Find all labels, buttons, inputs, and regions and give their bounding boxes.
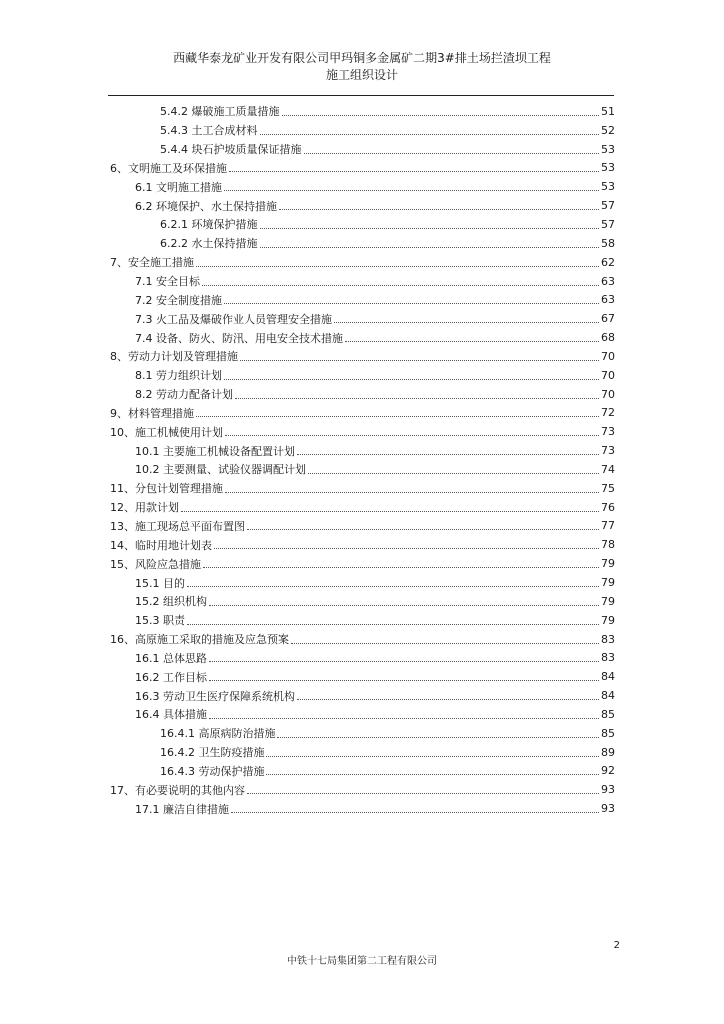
toc-dot-leader <box>187 624 599 625</box>
toc-entry-page: 57 <box>601 217 615 231</box>
toc-entry-page: 77 <box>601 519 615 533</box>
toc-dot-leader <box>279 209 599 210</box>
toc-entry[interactable] <box>110 460 615 479</box>
toc-entry-label: 7、安全施工措施 <box>110 256 194 270</box>
toc-entry[interactable] <box>110 385 615 404</box>
toc-entry-page: 76 <box>601 500 615 514</box>
toc-entry-label: 15、风险应急措施 <box>110 557 201 571</box>
toc-dot-leader <box>203 567 599 568</box>
toc-entry-page: 70 <box>601 368 615 382</box>
toc-dot-leader <box>181 511 599 512</box>
toc-entry-page: 79 <box>601 576 615 590</box>
toc-dot-leader <box>224 190 599 191</box>
toc-entry-label: 7.4 设备、防火、防汛、用电安全技术措施 <box>135 331 343 345</box>
toc-entry[interactable] <box>110 611 615 630</box>
toc-entry[interactable] <box>110 648 615 667</box>
toc-entry[interactable] <box>110 159 615 178</box>
toc-entry-page: 79 <box>601 613 615 627</box>
page-header <box>0 50 724 84</box>
toc-entry-label: 8、劳动力计划及管理措施 <box>110 350 238 364</box>
toc-dot-leader <box>235 398 599 399</box>
toc-entry-label: 6.2.1 环境保护措施 <box>160 218 258 232</box>
toc-entry-page: 79 <box>601 557 615 571</box>
page-footer: 中铁十七局集团第二工程有限公司 <box>287 956 437 967</box>
toc-entry-page: 84 <box>601 689 615 703</box>
toc-entry-label: 7.3 火工品及爆破作业人员管理安全措施 <box>135 312 332 326</box>
toc-entry-page: 93 <box>601 783 615 797</box>
toc-entry-page: 67 <box>601 312 615 326</box>
toc-dot-leader <box>231 812 599 813</box>
toc-dot-leader <box>282 115 600 116</box>
toc-entry[interactable] <box>110 328 615 347</box>
toc-dot-leader <box>209 680 599 681</box>
toc-entry-label: 5.4.4 块石护坡质量保证措施 <box>160 143 302 157</box>
toc-entry-label: 15.1 目的 <box>135 576 185 590</box>
toc-entry-label: 16.2 工作目标 <box>135 670 207 684</box>
toc-dot-leader <box>196 266 599 267</box>
toc-entry-page: 85 <box>601 726 615 740</box>
toc-entry-page: 51 <box>601 104 615 118</box>
toc-entry-page: 63 <box>601 293 615 307</box>
toc-entry-label: 17、有必要说明的其他内容 <box>110 783 245 797</box>
toc-entry-label: 16.3 劳动卫生医疗保障系统机构 <box>135 689 295 703</box>
toc-entry-label: 16.4.2 卫生防疫措施 <box>160 746 265 760</box>
toc-entry-page: 79 <box>601 594 615 608</box>
toc-entry[interactable] <box>110 177 615 196</box>
toc-entry-label: 6.2.2 水土保持措施 <box>160 237 258 251</box>
toc-dot-leader <box>304 153 600 154</box>
toc-dot-leader <box>225 492 599 493</box>
toc-entry-label: 12、用款计划 <box>110 501 179 515</box>
toc-entry[interactable] <box>110 554 615 573</box>
toc-entry[interactable] <box>110 404 615 423</box>
toc-dot-leader <box>224 303 599 304</box>
toc-entry[interactable] <box>110 309 615 328</box>
toc-entry-page: 85 <box>601 707 615 721</box>
toc-entry-page: 73 <box>601 425 615 439</box>
toc-entry-page: 70 <box>601 387 615 401</box>
toc-dot-leader <box>260 228 600 229</box>
toc-entry-page: 84 <box>601 670 615 684</box>
toc-dot-leader <box>297 699 599 700</box>
toc-entry[interactable] <box>110 592 615 611</box>
toc-dot-leader <box>260 134 600 135</box>
toc-dot-leader <box>266 774 599 775</box>
toc-entry[interactable] <box>110 724 615 743</box>
toc-entry-page: 52 <box>601 123 615 137</box>
toc-dot-leader <box>260 247 600 248</box>
toc-entry[interactable] <box>110 347 615 366</box>
toc-entry-label: 6.2 环境保护、水土保持措施 <box>135 199 277 213</box>
page-number: 2 <box>613 940 620 951</box>
toc-entry-page: 74 <box>601 462 615 476</box>
toc-entry-label: 11、分包计划管理措施 <box>110 482 223 496</box>
toc-entry-label: 16.4.3 劳动保护措施 <box>160 764 265 778</box>
toc-entry[interactable] <box>110 234 615 253</box>
toc-entry-label: 6.1 文明施工措施 <box>135 180 222 194</box>
toc-entry[interactable] <box>110 498 615 517</box>
toc-entry[interactable] <box>110 780 615 799</box>
toc-dot-leader <box>209 661 599 662</box>
toc-entry[interactable] <box>110 517 615 536</box>
toc-entry[interactable] <box>110 686 615 705</box>
toc-entry-label: 16.4.1 高原病防治措施 <box>160 727 276 741</box>
toc-entry-label: 10.2 主要测量、试验仪器调配计划 <box>135 463 306 477</box>
header-document-title: 施工组织设计 <box>325 68 398 82</box>
toc-dot-leader <box>214 548 599 549</box>
toc-dot-leader <box>297 454 599 455</box>
toc-entry-label: 15.3 职责 <box>135 614 185 628</box>
toc-entry-label: 7.1 安全目标 <box>135 275 200 289</box>
toc-entry-label: 15.2 组织机构 <box>135 595 207 609</box>
toc-dot-leader <box>229 171 599 172</box>
toc-entry-page: 78 <box>601 538 615 552</box>
toc-entry-label: 17.1 廉洁自律措施 <box>135 802 229 816</box>
toc-entry[interactable] <box>110 667 615 686</box>
toc-dot-leader <box>202 285 599 286</box>
toc-entry[interactable] <box>110 799 615 818</box>
toc-entry-label: 14、临时用地计划表 <box>110 538 212 552</box>
toc-entry[interactable] <box>110 573 615 592</box>
toc-dot-leader <box>247 793 599 794</box>
toc-entry-page: 83 <box>601 632 615 646</box>
toc-dot-leader <box>209 718 599 719</box>
toc-dot-leader <box>240 360 599 361</box>
toc-entry[interactable] <box>110 366 615 385</box>
toc-dot-leader <box>247 529 599 530</box>
toc-entry-page: 63 <box>601 274 615 288</box>
toc-entry-label: 9、材料管理措施 <box>110 406 194 420</box>
toc-entry[interactable] <box>110 272 615 291</box>
toc-entry-page: 92 <box>601 764 615 778</box>
toc-entry[interactable] <box>110 140 615 159</box>
toc-entry[interactable] <box>110 121 615 140</box>
toc-entry-page: 53 <box>601 180 615 194</box>
toc-entry-label: 6、文明施工及环保措施 <box>110 161 227 175</box>
toc-entry-page: 53 <box>601 161 615 175</box>
toc-dot-leader <box>209 605 599 606</box>
toc-entry-page: 83 <box>601 651 615 665</box>
toc-entry-label: 16.4 具体措施 <box>135 708 207 722</box>
toc-entry[interactable] <box>110 535 615 554</box>
toc-dot-leader <box>308 473 599 474</box>
toc-entry-page: 70 <box>601 349 615 363</box>
toc-entry-label: 8.2 劳动力配备计划 <box>135 388 233 402</box>
toc-entry[interactable] <box>110 196 615 215</box>
table-of-contents <box>110 102 615 818</box>
toc-dot-leader <box>277 737 599 738</box>
toc-entry[interactable] <box>110 630 615 649</box>
toc-entry[interactable] <box>110 290 615 309</box>
toc-entry[interactable] <box>110 102 615 121</box>
toc-entry-page: 58 <box>601 236 615 250</box>
toc-entry-label: 16、高原施工采取的措施及应急预案 <box>110 633 289 647</box>
toc-dot-leader <box>225 435 599 436</box>
toc-entry[interactable] <box>110 253 615 272</box>
header-project-title: 西藏华泰龙矿业开发有限公司甲玛铜多金属矿二期3#排土场拦渣坝工程 <box>173 51 551 65</box>
toc-entry-label: 7.2 安全制度措施 <box>135 293 222 307</box>
toc-dot-leader <box>334 322 599 323</box>
toc-entry-page: 93 <box>601 802 615 816</box>
toc-entry-label: 13、施工现场总平面布置图 <box>110 519 245 533</box>
toc-entry-page: 57 <box>601 199 615 213</box>
toc-entry[interactable] <box>110 479 615 498</box>
toc-entry-label: 5.4.2 爆破施工质量措施 <box>160 105 280 119</box>
toc-entry-page: 75 <box>601 481 615 495</box>
toc-entry-label: 16.1 总体思路 <box>135 651 207 665</box>
toc-dot-leader <box>224 379 599 380</box>
toc-dot-leader <box>266 756 599 757</box>
toc-entry[interactable] <box>110 215 615 234</box>
toc-entry-page: 73 <box>601 444 615 458</box>
toc-entry-page: 72 <box>601 406 615 420</box>
toc-dot-leader <box>196 416 599 417</box>
toc-entry-label: 10、施工机械使用计划 <box>110 425 223 439</box>
toc-entry[interactable] <box>110 441 615 460</box>
toc-entry-page: 68 <box>601 331 615 345</box>
toc-dot-leader <box>345 341 599 342</box>
toc-entry[interactable] <box>110 422 615 441</box>
toc-dot-leader <box>187 586 599 587</box>
header-divider <box>108 95 614 96</box>
toc-entry[interactable] <box>110 705 615 724</box>
toc-entry[interactable] <box>110 762 615 781</box>
toc-entry-label: 10.1 主要施工机械设备配置计划 <box>135 444 295 458</box>
toc-entry-page: 89 <box>601 745 615 759</box>
toc-dot-leader <box>291 643 599 644</box>
toc-entry-page: 53 <box>601 142 615 156</box>
toc-entry-page: 62 <box>601 255 615 269</box>
toc-entry-label: 5.4.3 土工合成材料 <box>160 124 258 138</box>
toc-entry-label: 8.1 劳力组织计划 <box>135 369 222 383</box>
toc-entry[interactable] <box>110 743 615 762</box>
